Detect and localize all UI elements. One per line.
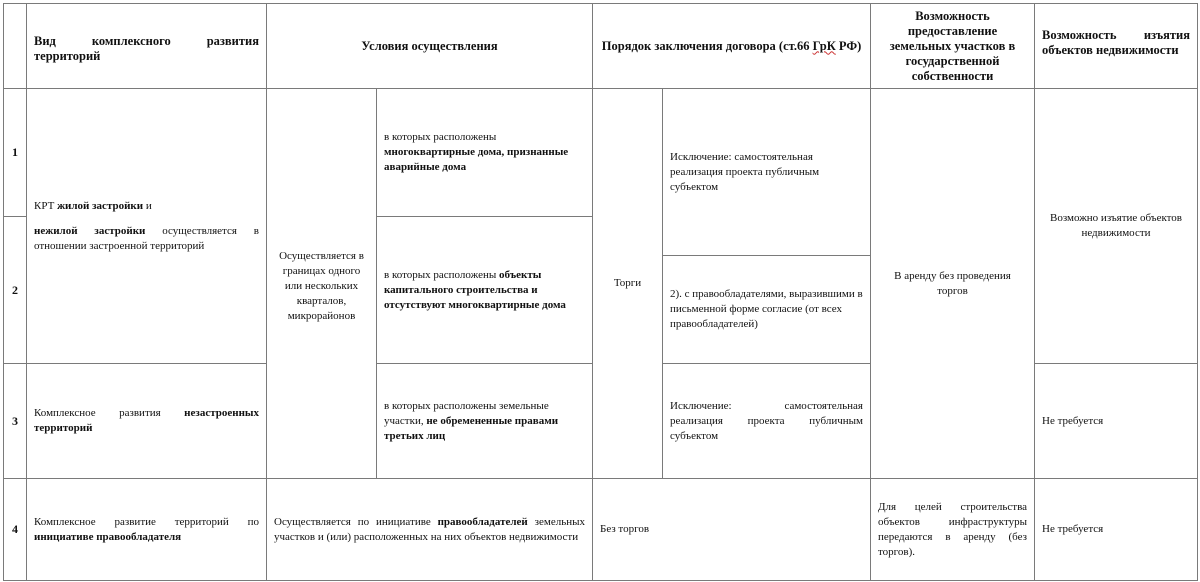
text-bold: нежилой застройки (34, 225, 146, 237)
exception-row-1 (662, 88, 871, 256)
text-bold: не обремененные правами третьих лиц (384, 414, 559, 442)
condition-text (384, 130, 585, 175)
seizure-row-3 (1034, 363, 1198, 479)
type-text (34, 515, 259, 545)
text-bold: объекты капитального строительства и отсутствуют многоквартирные дома (384, 268, 566, 311)
contract-auction (592, 88, 663, 479)
conditions-main (266, 88, 377, 479)
text: Комплексное развитие территорий по (34, 515, 259, 528)
text-bold: правообладателей (437, 515, 528, 528)
text-bold: жилой застройки (57, 200, 144, 212)
type-line-2 (34, 224, 259, 254)
header-contract-code: ГрК (812, 38, 836, 53)
text-bold: незастроенных территорий (34, 407, 259, 434)
seizure-rows-1-2 (1034, 88, 1198, 364)
land-text: Для целей строительства объектов инфраструктуры передаются в аренду (без торгов). (878, 500, 1027, 558)
text: в которых расположены (384, 131, 497, 143)
land-row-4 (870, 478, 1035, 581)
exception-row-2 (662, 255, 871, 364)
condition-text (384, 399, 585, 444)
land-provision (870, 88, 1035, 479)
header-seizure (1034, 3, 1198, 89)
contract-text: Без торгов (600, 523, 650, 535)
header-contract-text (602, 39, 861, 54)
text: Осуществляется по инициативе (274, 515, 438, 528)
condition-text (274, 515, 585, 545)
exception-text: 2). с правообладателями, выразившими в письменной форме согласие (от всех правообладателей) (670, 288, 863, 330)
header-number-cell (3, 3, 27, 89)
exception-row-3 (662, 363, 871, 479)
type-line-1 (34, 199, 259, 214)
condition-row-4 (266, 478, 593, 581)
header-type (26, 3, 267, 89)
exception-text: Исключение: самостоятельная реализация проекта публичным субъектом (670, 150, 820, 193)
text: и (143, 200, 152, 212)
land-provision-text: В аренду без проведения торгов (894, 269, 1011, 297)
condition-row-1 (376, 88, 593, 217)
conditions-main-text: Осуществляется в границах одного или нескольких кварталов, микрорайонов (279, 250, 364, 322)
text-bold: многоквартирные дома, признанные аварийные дома (384, 146, 569, 173)
seizure-row-4 (1034, 478, 1198, 581)
header-land-text: Возможность предоставление земельных участков в государственной собственности (889, 8, 1016, 83)
seizure-text: Возможно изъятие объектов недвижимости (1049, 212, 1183, 239)
row-number-2: 2 (3, 216, 27, 364)
header-seizure-text: Возможность изъятия объектов недвижимости (1042, 28, 1190, 57)
type-text (34, 406, 259, 436)
row-number-4: 4 (3, 478, 27, 581)
text: КРТ (34, 200, 58, 212)
condition-row-2 (376, 216, 593, 364)
row-number-3: 3 (3, 363, 27, 479)
header-type-text: Вид комплексного развития территорий (34, 34, 259, 63)
type-cell-undeveloped (26, 363, 267, 479)
exception-text: Исключение: самостоятельная реализация проекта публичным субъектом (670, 399, 863, 442)
text: в которых расположены (384, 268, 499, 281)
contract-auction-text: Торги (613, 277, 642, 289)
text: осуществляется в отношении застроенной территорий (34, 225, 260, 252)
header-conditions-text: Условия осуществления (361, 38, 498, 53)
type-cell-residential (26, 88, 267, 364)
header-contract-part: РФ) (835, 38, 862, 53)
text-bold: инициативе правообладателя (34, 530, 182, 543)
contract-row-4 (592, 478, 871, 581)
condition-row-3 (376, 363, 593, 479)
text: в которых расположены земельные участки, (384, 399, 549, 427)
condition-text (384, 268, 585, 313)
text: земельных участков и (или) расположенных на них объектов недвижимости (274, 515, 586, 543)
header-contract (592, 3, 871, 89)
header-conditions (266, 3, 593, 89)
seizure-text: Не требуется (1042, 523, 1104, 535)
header-land (870, 3, 1035, 89)
text: Комплексное развития (34, 407, 185, 419)
header-contract-part: Порядок заключения договора (ст.66 (601, 38, 813, 53)
row-number-1: 1 (3, 88, 27, 217)
type-cell-initiative (26, 478, 267, 581)
seizure-text: Не требуется (1042, 414, 1104, 427)
type-text (34, 199, 259, 254)
